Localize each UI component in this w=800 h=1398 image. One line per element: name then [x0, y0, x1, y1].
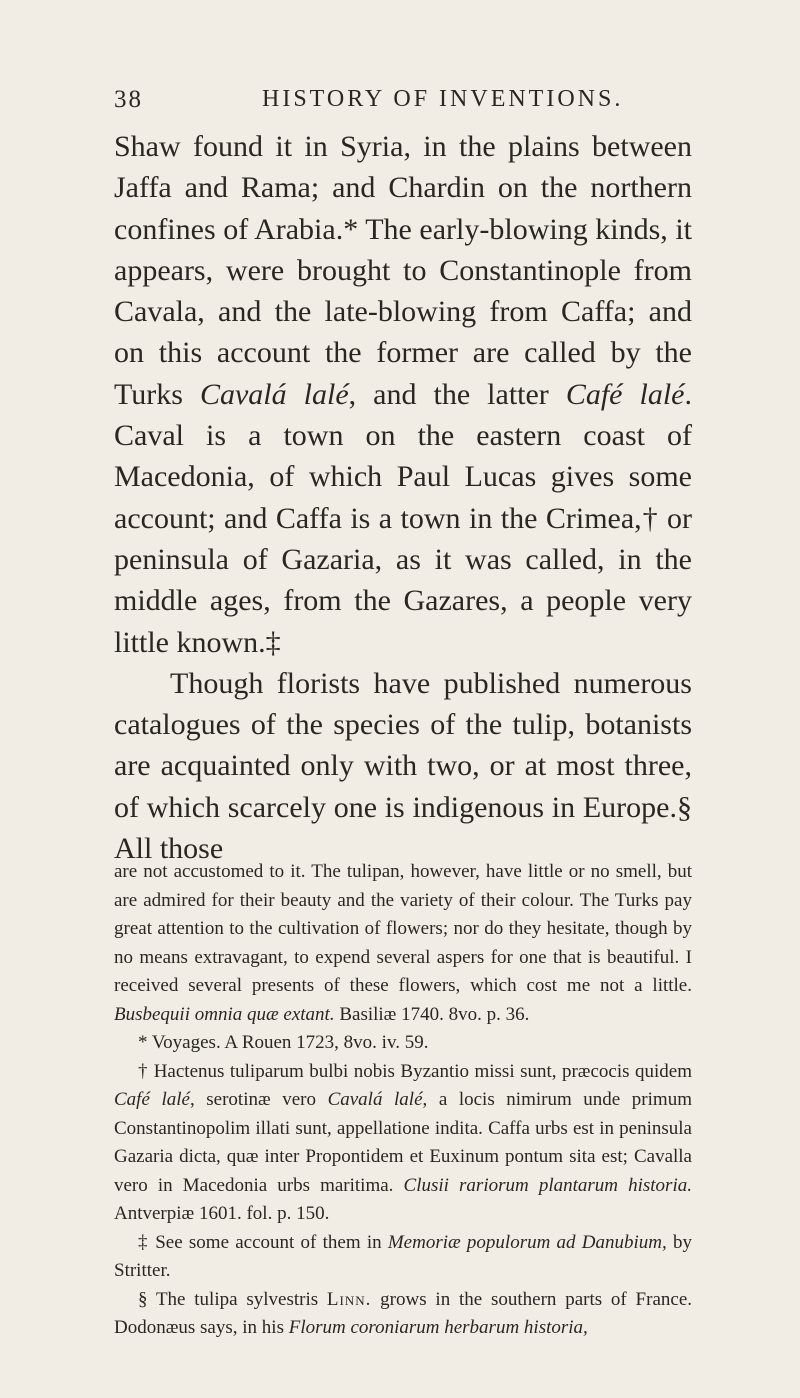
italic-term: Café lalé: [565, 377, 685, 411]
italic-citation: Busbequii omnia quæ extant.: [114, 1003, 335, 1025]
running-header: [114, 78, 700, 122]
footnote-star: * Voyages. A Rouen 1723, 8vo. iv. 59.: [138, 1032, 429, 1053]
footnote-continuation: [114, 858, 692, 1029]
main-text: [114, 126, 692, 869]
italic-citation: Clusii rariorum plantarum historia.: [403, 1174, 692, 1196]
text-run: ‡ See some account of them in: [138, 1231, 388, 1253]
footnotes: [114, 858, 692, 1343]
text-run: , serotinæ vero: [189, 1089, 328, 1110]
text-run: , a locis nimirum unde primum Constantinopolim illati sunt, appellatione indita. Caffa urbs est in peninsula Gazaria dicta, quæ inter Propontidem et Euxinum pontum sita est; Cavalla vero in Macedonia urbs maritima.: [114, 1089, 692, 1196]
italic-citation: Florum coroniarum herbarum historia,: [288, 1317, 588, 1338]
text-run: by Stritter.: [114, 1231, 693, 1281]
paragraph-1: [114, 126, 692, 663]
italic-term: Café lalé: [114, 1089, 190, 1110]
footnote-double-dagger: [114, 1229, 692, 1286]
italic-term: Cavalá lalé: [327, 1089, 423, 1110]
paragraph-2: Though florists have published numerous catalogues of the species of the tulip, botanists are acquainted only with two, or at most three, of which scarcely one is indigenous in Europe.§ All those: [114, 666, 692, 866]
small-caps-author: Linn.: [326, 1288, 372, 1310]
footnote-section: [114, 1286, 692, 1343]
italic-term: Cavalá lalé: [199, 377, 349, 411]
footnote-dagger: [114, 1058, 692, 1229]
text-run: , and the latter: [348, 377, 566, 411]
text-run: grows in the southern parts of France. Dodonæus says, in his: [114, 1288, 692, 1338]
text-run: § The tulipa sylvestris: [138, 1288, 327, 1310]
running-title: HISTORY OF INVENTIONS.: [262, 86, 624, 112]
text-run: Shaw found it in Syria, in the plains between Jaffa and Rama; and Chardin on the northern confines of Arabia.* The early-blowing kinds, it appears, were brought to Constantinople from Cavala, and the late-blowing from Caffa; and on this account the former are called by the Turks: [114, 130, 692, 411]
text-run: Basiliæ 1740. 8vo. p. 36.: [334, 1003, 530, 1025]
text-run: Antverpiæ 1601. fol. p. 150.: [114, 1203, 330, 1224]
page-number: 38: [114, 86, 143, 113]
italic-citation: Memoriæ populorum ad Danubium,: [387, 1231, 667, 1253]
text-run: . Caval is a town on the eastern coast of Macedonia, of which Paul Lucas gives some account; and Caffa is a town in the Crimea,† or peninsula of Gazaria, as it was called, in the middle ages, from the Gazares, a people very little known.‡: [114, 377, 692, 659]
text-run: † Hactenus tuliparum bulbi nobis Byzantio missi sunt, præcocis quidem: [138, 1060, 692, 1082]
text-run: are not accustomed to it. The tulipan, however, have little or no smell, but are admired for their beauty and the variety of their colour. The Turks pay great attention to the cultivation of flowers; nor do they hesitate, though by no means extravagant, to expend several aspers for one that is beautiful. I received several presents of these flowers, which cost me not a little.: [114, 861, 692, 996]
